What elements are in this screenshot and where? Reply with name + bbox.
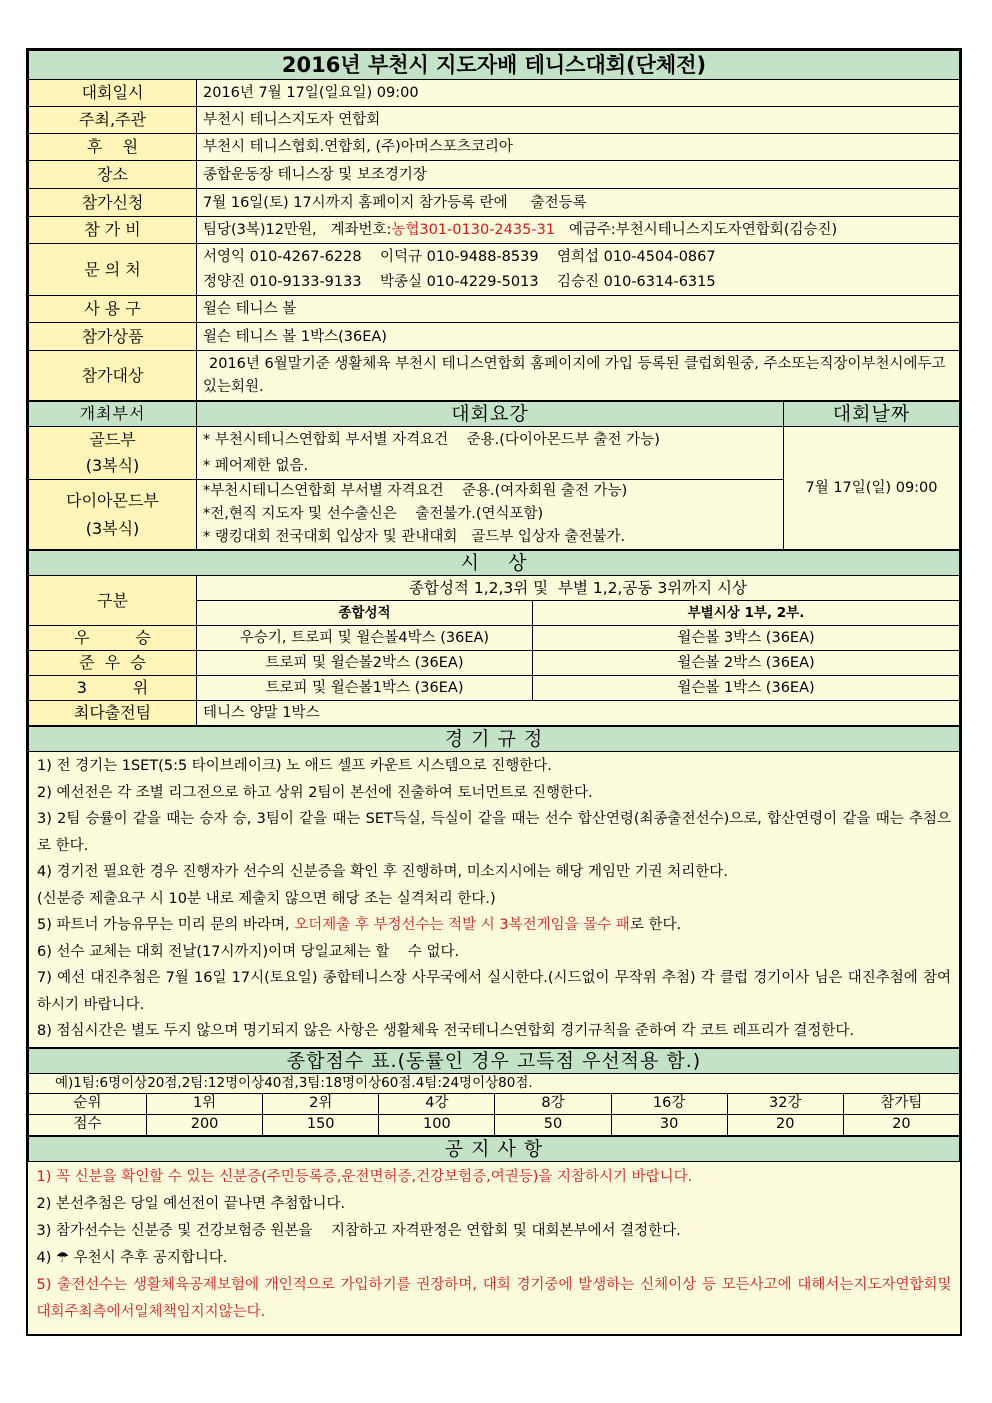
awards-table	[28, 550, 960, 726]
target-label: 참가대상	[29, 351, 197, 401]
score-header: 종합점수 표.(동률인 경우 고득점 우선적용 함.)	[29, 1048, 960, 1073]
gold-division	[29, 427, 197, 480]
awards-category-label: 구분	[29, 576, 197, 626]
info-value: 종합운동장 테니스장 및 보조경기장	[197, 161, 960, 189]
notice-item	[37, 1245, 952, 1272]
prize-item-value: 윌슨 테니스 볼 1박스(36EA)	[197, 323, 960, 351]
info-value: 부천시 테니스협회.연합회, (주)아머스포츠코리아	[197, 134, 960, 161]
diamond-division-format: (3복식)	[85, 518, 140, 538]
award-overall: 트로피 및 윌슨볼1박스 (36EA)	[197, 676, 533, 701]
rule-item: 7) 예선 대진추첨은 7월 16일 17시(토요일) 종합테니스장 사무국에서 실시한다.(시드없이 무작위 추첨) 각 클럽 경기이사 님은 대진추첨에 참여하시기 바랍니다.	[37, 970, 951, 1013]
page-title: 2016년 부천시 지도자배 테니스대회(단체전)	[29, 51, 960, 80]
division-table	[28, 401, 960, 550]
points-cell: 150	[263, 1114, 379, 1135]
awards-summary: 종합성적 1,2,3위 및 부별 1,2,공동 3위까지 시상	[197, 576, 960, 601]
contact-label: 문 의 처	[29, 244, 197, 296]
rank-cell: 8강	[495, 1093, 611, 1114]
award-division: 윌슨볼 1박스 (36EA)	[533, 676, 960, 701]
info-value: 7월 16일(토) 17시까지 홈페이지 참가등록 란에 출전등록	[197, 189, 960, 217]
rank-label: 순위	[29, 1093, 147, 1114]
rank-cell: 16강	[611, 1093, 727, 1114]
rule-line: * 부천시테니스연합회 부서별 자격요건 준용.(다이아몬드부 출전 가능)	[203, 432, 660, 448]
rule-item: 1) 전 경기는 1SET(5:5 타이브레이크) 노 애드 셀프 카운트 시스템으로 진행한다.	[37, 758, 552, 774]
notice-table	[28, 1136, 960, 1328]
target-value: 2016년 6월말기준 생활체육 부천시 테니스연합회 홈페이지에 가입 등록된 클럽회원중, 주소또는직장이부천시에두고있는회원.	[197, 351, 960, 401]
info-value: 부천시 테니스지도자 연합회	[197, 107, 960, 134]
most-entries-value: 테니스 양말 1박스	[197, 701, 960, 726]
rule-item: (신분증 제출요구 시 10분 내로 제출치 않으면 해당 조는 실격처리 한다.)	[37, 890, 496, 907]
division-col-header: 부별시상 1부, 2부.	[533, 601, 960, 626]
rule-line: * 랭킹대회 전국대회 입상자 및 관내대회 골드부 입상자 출전불가.	[203, 529, 626, 545]
rank-cell: 4강	[379, 1093, 495, 1114]
notice-item: 1) 꼭 신분을 확인할 수 있는 신분증(주민등록증,운전면허증,건강보험증,여권등)을 지참하시기 바랍니다.	[36, 1168, 693, 1185]
rule-line: * 페어제한 없음.	[203, 458, 309, 474]
points-cell: 20	[843, 1114, 959, 1135]
diamond-rules	[197, 480, 784, 550]
rule-item: 3) 2팀 승률이 같을 때는 승자 승, 3팀이 같을 때는 SET득실, 득실이 같을 때는 선수 합산연령(최종출전선수)으로, 합산연령이 같을 때는 추첨으로 한다.	[37, 811, 951, 854]
info-label: 대회일시	[29, 80, 197, 107]
division-header: 개최부서	[29, 402, 197, 427]
gold-rules	[197, 427, 784, 480]
contact-line: 서영익 010-4267-6228 이덕규 010-9488-8539 염희섭 010-4504-0867	[203, 248, 716, 265]
rule-line: *전,현직 지도자 및 선수출신은 출전불가.(연식포함)	[203, 506, 544, 522]
date-header: 대회날짜	[784, 402, 960, 427]
ball-label: 사 용 구	[29, 296, 197, 323]
fee-holder: 예금주:부천시테니스지도자연합회(김승진)	[555, 222, 838, 238]
score-points-row	[29, 1114, 960, 1135]
rule-item	[37, 912, 951, 939]
contact-list	[197, 244, 960, 296]
gold-division-format: (3복식)	[85, 456, 140, 475]
awards-header: 시 상	[29, 551, 960, 576]
notice-item: 2) 본선추첨은 당일 예선전이 끝나면 추첨합니다.	[36, 1195, 346, 1212]
points-label: 점수	[29, 1114, 147, 1135]
notice-body	[29, 1161, 960, 1328]
rule-text: 로 한다.	[629, 917, 682, 933]
rule-warning: 오더제출 후 부정선수는 적발 시 3복전게임을 몰수 패	[294, 917, 630, 933]
award-rank: 우 승	[29, 626, 197, 651]
award-overall: 트로피 및 윌슨볼2박스 (36EA)	[197, 651, 533, 676]
info-label: 참가신청	[29, 189, 197, 217]
points-cell: 30	[611, 1114, 727, 1135]
score-note: 예)1팀:6명이상20점,2팀:12명이상40점,3팀:18명이상60점.4팀:24명이상80점.	[29, 1073, 960, 1093]
info-table	[28, 50, 960, 401]
notice-text: 우천시 추후 공지합니다.	[69, 1249, 228, 1266]
bank-account: 농협301-0130-2435-31	[391, 222, 556, 238]
rules-section-header: 경 기 규 정	[29, 727, 960, 752]
rule-item: 6) 선수 교체는 대회 전날(17시까지)이며 당일교체는 할 수 없다.	[37, 943, 460, 960]
diamond-division-name: 다이아몬드부	[66, 490, 159, 510]
award-rank: 3 위	[29, 676, 197, 701]
rules-table	[28, 726, 960, 1048]
notice-item: 3) 참가선수는 신분증 및 건강보험증 원본을 지참하고 자격판정은 연합회 및 대회본부에서 결정한다.	[36, 1222, 681, 1239]
info-value: 2016년 7월 17일(일요일) 09:00	[197, 80, 960, 107]
rule-line: *부천시테니스연합회 부서별 자격요건 준용.(여자회원 출전 가능)	[203, 483, 628, 499]
score-table	[28, 1048, 960, 1136]
gold-division-name: 골드부	[89, 430, 136, 449]
ball-value: 윌슨 테니스 볼	[197, 296, 960, 323]
rank-cell: 참가팀	[843, 1093, 959, 1114]
diamond-division	[29, 480, 197, 550]
rule-item: 8) 점심시간은 별도 두지 않으며 명기되지 않은 사항은 생활체육 전국테니스연합회 경기규칙을 준하여 각 코트 레프리가 결정한다.	[37, 1023, 854, 1039]
umbrella-icon: ☂	[56, 1249, 69, 1266]
points-cell: 200	[147, 1114, 263, 1135]
rules-header: 대회요강	[197, 402, 784, 427]
rule-item: 2) 예선전은 각 조별 리그전으로 하고 상위 2팀이 본선에 진출하여 토너먼트로 진행한다.	[37, 784, 593, 801]
notice-item: 5) 출전선수는 생활체육공제보험에 개인적으로 가입하기를 권장하며, 대회 경기중에 발생하는 신체이상 등 모든사고에 대해서는지도자연합회및대회주최측에서일체책임지지않는다.	[36, 1276, 952, 1320]
overall-col-header: 종합성적	[197, 601, 533, 626]
rules-body	[29, 752, 960, 1048]
points-cell: 50	[495, 1114, 611, 1135]
award-division: 윌슨볼 3박스 (36EA)	[533, 626, 960, 651]
notice-header: 공 지 사 항	[29, 1136, 960, 1161]
info-label: 주최,주관	[29, 107, 197, 134]
rank-cell: 2위	[263, 1093, 379, 1114]
award-rank: 준 우 승	[29, 651, 197, 676]
most-entries-label: 최다출전팀	[29, 701, 197, 726]
prize-item-label: 참가상품	[29, 323, 197, 351]
fee-text: 팀당(3복)12만원, 계좌번호:	[203, 222, 392, 238]
award-overall: 우승기, 트로피 및 윌슨볼4박스 (36EA)	[197, 626, 533, 651]
points-cell: 20	[727, 1114, 843, 1135]
info-label: 후 원	[29, 134, 197, 161]
contact-line: 정양진 010-9133-9133 박종실 010-4229-5013 김승진 010-6314-6315	[203, 273, 716, 290]
award-division: 윌슨볼 2박스 (36EA)	[533, 651, 960, 676]
fee-value	[197, 217, 960, 244]
rule-item: 4) 경기전 필요한 경우 진행자가 선수의 신분증을 확인 후 진행하며, 미소지시에는 해당 게임만 기권 처리한다.	[37, 864, 728, 880]
score-rank-row	[29, 1093, 960, 1114]
points-cell: 100	[379, 1114, 495, 1135]
rule-text: 5) 파트너 가능유무는 미리 문의 바라며,	[37, 917, 295, 933]
notice-number: 4)	[36, 1249, 56, 1266]
fee-label: 참 가 비	[29, 217, 197, 244]
tournament-notice-sheet	[26, 48, 962, 1336]
rank-cell: 1위	[147, 1093, 263, 1114]
tournament-date: 7월 17일(일) 09:00	[784, 427, 960, 550]
info-label: 장소	[29, 161, 197, 189]
rank-cell: 32강	[727, 1093, 843, 1114]
